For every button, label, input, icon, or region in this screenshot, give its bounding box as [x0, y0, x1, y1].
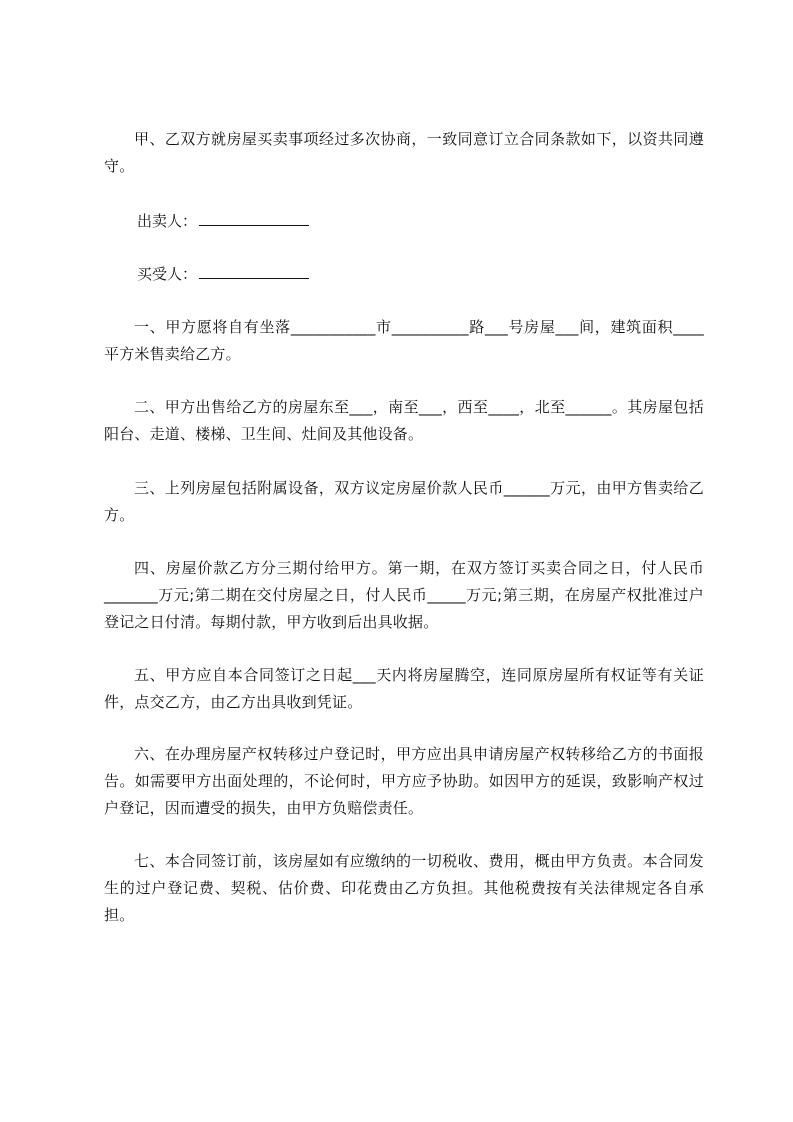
- buyer-blank: [199, 260, 309, 279]
- clause-6: 六、在办理房屋产权转移过户登记时，甲方应出具申请房屋产权转移给乙方的书面报告。如需要甲方出面处理的，不论何时，甲方应予协助。如因甲方的延误，致影响产权过户登记，因而遭受的损失，由甲方负赔偿责任。: [104, 745, 704, 817]
- seller-line: [137, 207, 309, 235]
- intro-paragraph: 甲、乙双方就房屋买卖事项经过多次协商，一致同意订立合同条款如下，以资共同遵守。: [104, 130, 704, 175]
- clause-2: 二、甲方出售给乙方的房屋东至___，南至___，西至____，北至______。其房屋包括阳台、走道、楼梯、卫生间、灶间及其他设备。: [104, 398, 704, 443]
- clause-7: 七、本合同签订前，该房屋如有应缴纳的一切税收、费用，概由甲方负责。本合同发生的过户登记费、契税、估价费、印花费由乙方负担。其他税费按有关法律规定各自承担。: [104, 852, 704, 924]
- buyer-label: 买受人：: [137, 265, 198, 283]
- clause-5: 五、甲方应自本合同签订之日起___天内将房屋腾空，连同原房屋所有权证等有关证件，点交乙方，由乙方出具收到凭证。: [104, 666, 704, 711]
- clause-4: 四、房屋价款乙方分三期付给甲方。第一期，在双方签订买卖合同之日，付人民币_______万元;第二期在交付房屋之日，付人民币_____万元;第三期，在房屋产权批准过户登记之日付清。每期付款，甲方收到后出具收据。: [104, 559, 704, 631]
- clause-3: 三、上列房屋包括附属设备，双方议定房屋价款人民币______万元，由甲方售卖给乙方。: [104, 479, 704, 524]
- buyer-line: [137, 260, 309, 288]
- clause-1: 一、甲方愿将自有坐落___________市__________路___号房屋___间，建筑面积____平方米售卖给乙方。: [104, 318, 704, 363]
- seller-label: 出卖人：: [137, 212, 198, 230]
- seller-blank: [199, 207, 309, 226]
